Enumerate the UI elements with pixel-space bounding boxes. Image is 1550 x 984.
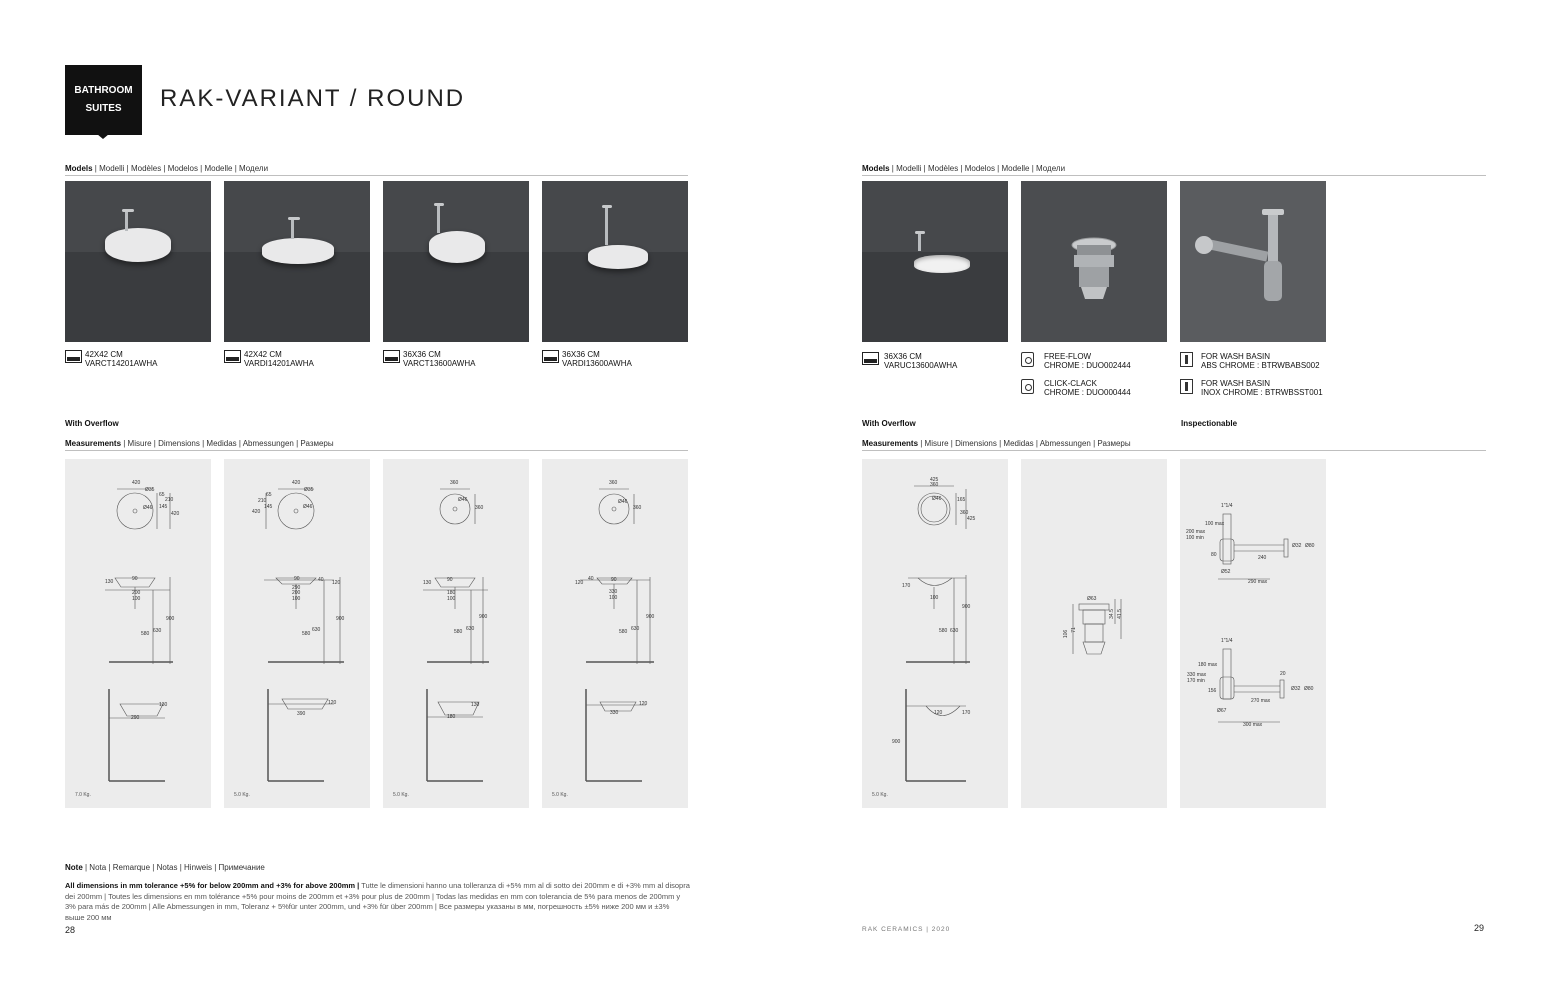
inspectionable-label: Inspectionable [1181,419,1238,428]
product-photo-varct142 [65,181,211,342]
product-weight: 5.0 Kg. [872,792,888,798]
dimension-label: Ø46 [618,499,628,505]
note-heading [65,863,265,872]
note-text: Tutte le dimensioni hanno una tolleranza di +5% mm al di sotto dei 200mm e di +3% mm al disopra dei 200mm | Toutes les dimensions en mm tolérance +5% pour moins de 200mm et +3% pour plus de 200mm | Todas las medidas en mm con tolerancia de 5% para menos de 200mm y 3% para más de 200mm | Alle Abmessungen in mm, Toleranz + 5%für unter 200mm, und +3% für über 200mm | Все размеры указаны в мм, погрешность ±5% ниже 200 мм и ±3% выше 200 мм [65,881,690,922]
technical-drawing-waste [1021,459,1167,808]
dimension-label: Ø35 [145,487,155,493]
product-size: 42X42 CM [85,350,123,359]
semi-recessed-basin-icon [224,350,241,363]
dimension-label: 180 [447,714,456,720]
dimension-label: Ø63 [1087,596,1097,602]
product-photo-siphon [1180,181,1326,342]
dimension-label: 390 [297,711,306,717]
product-caption [224,350,374,368]
dimension-label: 210 [165,497,174,503]
dimension-label: 180 max [1198,662,1218,668]
note-bold: All dimensions in mm tolerance +5% for below 200mm and +3% for above 200mm | [65,881,360,890]
rule [862,450,1486,451]
rule [65,175,688,176]
models-heading-rest: | Modelli | Modèles | Modelos | Modelle | Модели [889,164,1066,173]
dimension-label: 630 [153,628,162,634]
dimension-label: 420 [132,480,141,486]
dimension-label: 580 [141,631,150,637]
waste-code: CHROME : DUO002444 [1044,361,1131,370]
dimension-label: 100 [930,595,939,601]
product-size: 42X42 CM [244,350,282,359]
countertop-basin-icon [65,350,82,363]
rule [65,450,688,451]
dimension-label: 210 [258,498,267,504]
undercounter-basin-icon [862,352,879,365]
dimension-label: 90 [447,577,453,583]
dimension-label: 630 [312,627,321,633]
siphon-icon [1180,379,1193,394]
dimension-label: 40 [588,576,594,582]
dimension-label: 420 [252,509,261,515]
waste-code: CHROME : DUO000444 [1044,388,1131,397]
product-caption [862,352,957,370]
page-number-left: 28 [65,925,76,935]
technical-drawing-vardi142 [224,459,370,808]
dimension-label: 580 [619,629,628,635]
dimension-label: 900 [646,614,655,620]
dimension-label: 100 [609,595,618,601]
dimension-label: 360 [960,510,969,516]
tolerance-note [65,881,690,923]
dimension-label: 630 [631,626,640,632]
measurements-heading-bold: Measurements [862,439,919,448]
product-code: VARDI13600AWHA [562,359,632,368]
waste-name: FREE-FLOW [1044,352,1092,361]
free-flow-waste-icon [1021,352,1034,367]
with-overflow-label-right: With Overflow [862,419,916,428]
dimension-label: 65 [159,492,165,498]
siphon-code: ABS CHROME : BTRWBABS002 [1201,361,1320,370]
click-clack-waste-icon [1021,379,1034,394]
technical-drawing-siphon [1180,459,1326,808]
measurements-heading-right [862,439,1131,448]
dimension-label: 120 [934,710,943,716]
dimension-label: 40 [318,577,324,583]
product-photo-varct136 [383,181,529,342]
waste-caption [1021,352,1131,370]
product-photo-varuc136 [862,181,1008,342]
rule [862,175,1486,176]
product-photo-vardi136 [542,181,688,342]
waste-name: CLICK-CLACK [1044,379,1097,388]
dimension-label: 145 [264,504,273,510]
semi-recessed-basin-icon [542,350,559,363]
dimension-label: 630 [950,628,959,634]
dimension-label: 360 [450,480,459,486]
note-heading-rest: | Nota | Remarque | Notas | Hinweis | Примечание [82,863,265,872]
dimension-label: Ø32 [1292,543,1302,549]
dimension-label: 580 [454,629,463,635]
dimension-label: 900 [166,616,175,622]
dimension-label: 1"1/4 [1221,638,1233,644]
dimension-label: 100 min [1186,535,1204,541]
dimension-label: Ø80 [1305,543,1315,549]
dimension-label: 145 [159,504,168,510]
dimension-label: 330 [610,710,619,716]
dimension-label: Ø46 [458,497,468,503]
dimension-label: 120 [332,580,341,586]
note-heading-bold: Note [65,863,83,872]
dimension-label: 180 [447,590,456,596]
with-overflow-label: With Overflow [65,419,119,428]
dimension-label: 170 [962,710,971,716]
siphon-caption [1180,352,1320,370]
measurements-heading-rest: | Misure | Dimensions | Medidas | Abmessungen | Размеры [918,439,1131,448]
product-code: VARCT13600AWHA [403,359,476,368]
dimension-label: 360 [609,480,618,486]
dimension-label: 130 [159,702,168,708]
dimension-label: 200 max [1186,529,1206,535]
product-weight: 7.0 Kg. [75,792,91,798]
dimension-label: 420 [171,511,180,517]
dimension-label: 425 [930,477,939,483]
technical-drawing-vardi136 [542,459,688,808]
siphon-name: FOR WASH BASIN [1201,352,1271,361]
models-heading-bold: Models [862,164,890,173]
dimension-label: 900 [479,614,488,620]
countertop-basin-icon [383,350,400,363]
dimension-label: 65 [266,492,272,498]
dimension-label: 20 [1280,671,1286,677]
measurements-heading-left [65,439,334,448]
dimension-label: 165 [957,497,966,503]
technical-drawing-varct142 [65,459,211,808]
dimension-label: 900 [892,739,901,745]
dimension-label: 41.5 [1116,609,1123,619]
dimension-label: 360 [930,482,939,488]
siphon-code: INOX CHROME : BTRWBSST001 [1201,388,1323,397]
page-title: RAK-VARIANT / ROUND [160,85,466,112]
measurements-heading-rest: | Misure | Dimensions | Medidas | Abmessungen | Размеры [121,439,334,448]
dimension-label: 900 [962,604,971,610]
dimension-label: 580 [939,628,948,634]
models-heading-rest: | Modelli | Modèles | Modelos | Modelle | Модели [92,164,269,173]
dimension-label: 240 [1258,555,1267,561]
dimension-label: Ø46 [143,505,153,511]
dimension-label: 100 [132,596,141,602]
product-size: 36X36 CM [403,350,441,359]
badge-line1: BATHROOM [74,85,133,96]
dimension-label: Ø46 [303,504,313,510]
badge-line2: SUITES [85,103,122,114]
dimension-label: 106 [1063,629,1070,639]
measurements-heading-bold: Measurements [65,439,122,448]
dimension-label: 270 max [1251,698,1271,704]
dimension-label: 90 [294,576,300,582]
dimension-label: 100 [447,596,456,602]
dimension-label: 330 [609,589,618,595]
dimension-label: 100 max [1205,521,1225,527]
dimension-label: 360 [475,505,484,511]
siphon-name: FOR WASH BASIN [1201,379,1271,388]
models-heading-right [862,164,1065,173]
product-weight: 5.0 Kg. [552,792,568,798]
technical-drawing-varct136 [383,459,529,808]
dimension-label: 71 [1070,627,1077,633]
dimension-label: 425 [967,516,976,522]
dimension-label: 80 [1211,552,1217,558]
dimension-label: 290 [292,585,301,591]
dimension-label: 200 [132,590,141,596]
dimension-label: 290 max [1248,579,1268,585]
dimension-label: 130 [105,579,114,585]
dimension-label: 120 [328,700,337,706]
dimension-label: 580 [302,631,311,637]
product-caption [383,350,533,368]
product-weight: 5.0 Kg. [234,792,250,798]
dimension-label: 170 [902,583,911,589]
dimension-label: Ø67 [1217,708,1227,714]
product-weight: 5.0 Kg. [393,792,409,798]
dimension-label: 290 [131,715,140,721]
dimension-label: Ø35 [304,487,314,493]
dimension-label: 156 [1208,688,1217,694]
dimension-label: 1"1/4 [1221,503,1233,509]
dimension-label: 34.5 [1108,609,1115,619]
product-code: VARUC13600AWHA [884,361,958,370]
product-photo-waste [1021,181,1167,342]
dimension-label: 120 [575,580,584,586]
siphon-icon [1180,352,1193,367]
dimension-label: 170 min [1187,678,1205,684]
dimension-label: 420 [292,480,301,486]
product-code: VARDI14201AWHA [244,359,314,368]
dimension-label: 900 [336,616,345,622]
dimension-label: 200 [292,590,301,596]
dimension-label: 100 [292,596,301,602]
models-heading-bold: Models [65,164,93,173]
dimension-label: 90 [611,577,617,583]
dimension-label: 130 [423,580,432,586]
dimension-label: 300 max [1243,722,1263,728]
product-code: VARCT14201AWHA [85,359,158,368]
product-caption [65,350,215,368]
siphon-caption [1180,379,1323,397]
dimension-label: Ø32 [1291,686,1301,692]
product-photo-vardi142 [224,181,370,342]
waste-caption [1021,379,1131,397]
product-caption [542,350,692,368]
page-number-right: 29 [1474,923,1485,933]
footer-brand: RAK CERAMICS | 2020 [862,926,951,933]
section-badge [65,65,142,135]
dimension-label: 360 [633,505,642,511]
dimension-label: 630 [466,626,475,632]
dimension-label: 330 max [1187,672,1207,678]
dimension-label: Ø52 [1221,569,1231,575]
dimension-label: Ø80 [1304,686,1314,692]
dimension-label: 130 [471,702,480,708]
product-size: 36X36 CM [884,352,922,361]
dimension-label: Ø46 [932,496,942,502]
dimension-label: 120 [639,701,648,707]
technical-drawing-varuc136 [862,459,1008,808]
badge-notch [97,134,109,139]
models-heading-left [65,164,268,173]
product-size: 36X36 CM [562,350,600,359]
dimension-label: 90 [132,576,138,582]
